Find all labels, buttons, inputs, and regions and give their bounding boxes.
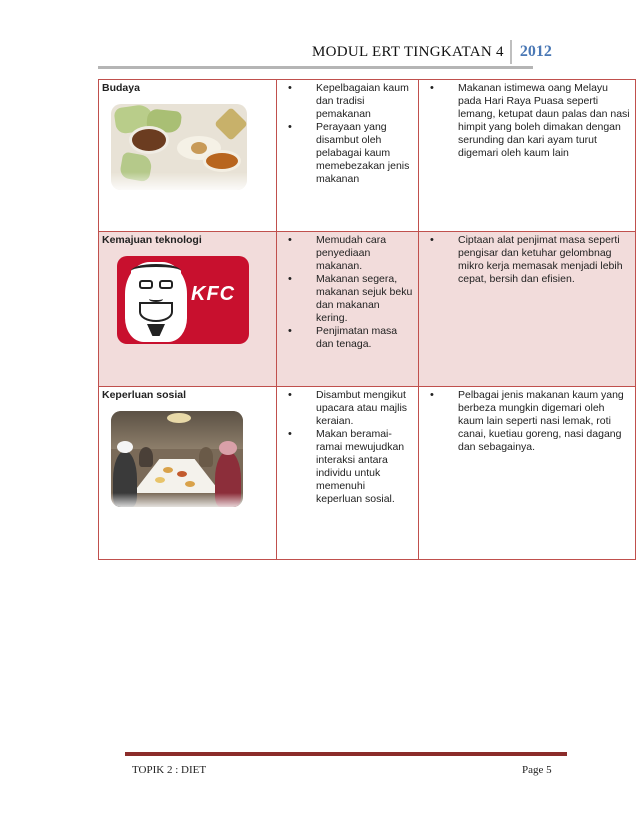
page-number: Page 5 xyxy=(522,764,552,776)
kfc-brand-text: KFC xyxy=(191,283,236,305)
footer-topic: TOPIK 2 : DIET xyxy=(132,764,207,776)
table-row-sosial xyxy=(99,386,635,559)
category-label: Keperluan sosial xyxy=(102,389,187,401)
list-item: • Makan beramai-ramai mewujudkan interaksi antara individu untuk memenuhi keperluan sosial. xyxy=(287,428,414,506)
header-divider xyxy=(510,40,512,64)
examples-cell xyxy=(418,232,635,386)
category-label: Budaya xyxy=(102,82,140,94)
list-item: • Penjimatan masa dan tenaga. xyxy=(287,325,414,351)
category-cell xyxy=(99,232,276,386)
family-meal-image xyxy=(111,411,243,507)
factors-cell xyxy=(276,387,418,559)
list-item: • Perayaan yang disambut oleh pelabagai kaum memebezakan jenis makanan xyxy=(287,121,414,186)
header-year: 2012 xyxy=(519,43,552,60)
footer-rule xyxy=(125,752,567,756)
kfc-logo-image xyxy=(117,256,249,344)
festive-food-image xyxy=(111,104,247,190)
header-rule xyxy=(98,66,533,69)
header-title: MODUL ERT TINGKATAN 4 xyxy=(312,43,504,60)
category-label: Kemajuan teknologi xyxy=(102,234,202,246)
list-item: • Kepelbagaian kaum dan tradisi pemakanan xyxy=(287,82,414,121)
list-item: • Makanan istimewa oang Melayu pada Hari Raya Puasa seperti lemang, ketupat daun palas dan nasi himpit yang boleh dimakan dengan serunding dan kari ayam turut digemari oleh kaum lain xyxy=(429,82,631,160)
diet-factors-table xyxy=(98,79,636,560)
examples-cell xyxy=(418,80,635,231)
list-item: • Ciptaan alat penjimat masa seperti pengisar dan ketuhar gelombnag mikro kerja memasak menjadi lebih cepat, bersih dan efisien. xyxy=(429,234,631,286)
category-cell xyxy=(99,387,276,559)
page-header xyxy=(312,42,552,62)
list-item: • Pelbagai jenis makanan kaum yang berbeza mungkin digemari oleh kaum lain seperti nasi lemak, roti canai, kuetiau goreng, nasi dagang dan sebagainya. xyxy=(429,389,631,454)
table-row-budaya xyxy=(99,80,635,231)
category-cell xyxy=(99,80,276,231)
table-row-teknologi xyxy=(99,231,635,386)
factors-cell xyxy=(276,80,418,231)
list-item: • Makanan segera, makanan sejuk beku dan makanan kering. xyxy=(287,273,414,325)
factors-cell xyxy=(276,232,418,386)
list-item: • Memudah cara penyediaan makanan. xyxy=(287,234,414,273)
list-item: • Disambut mengikut upacara atau majlis keraian. xyxy=(287,389,414,428)
examples-cell xyxy=(418,387,635,559)
